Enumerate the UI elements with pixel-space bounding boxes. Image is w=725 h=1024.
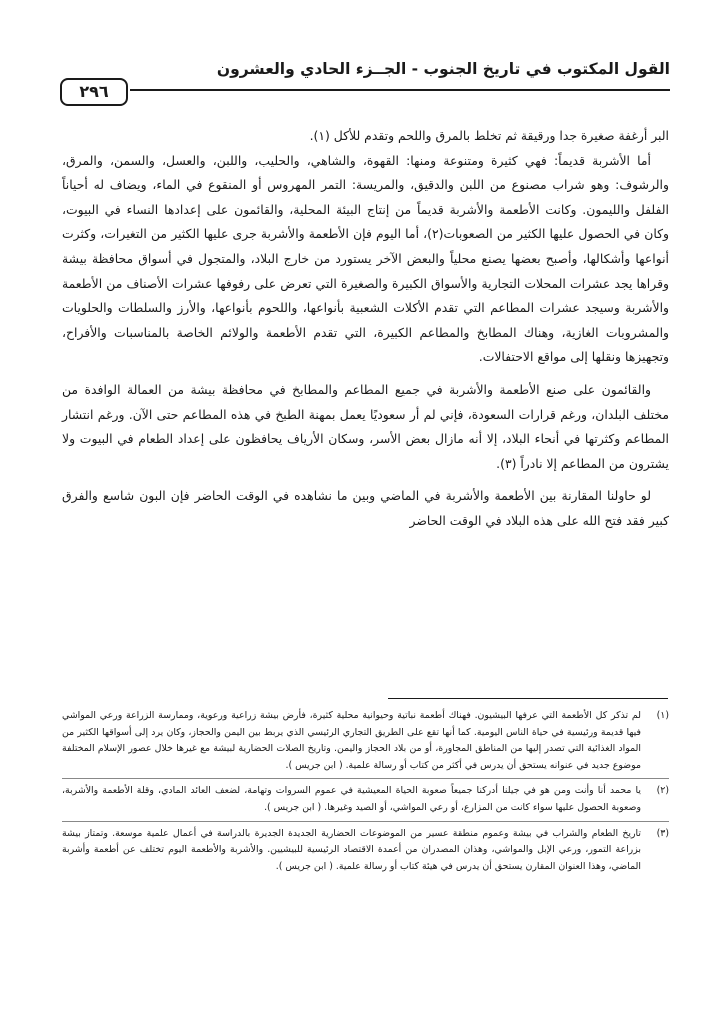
footnote	[62, 783, 669, 816]
footnote-divider	[62, 778, 669, 779]
footnote	[62, 708, 669, 774]
footnote-divider	[62, 821, 669, 822]
footnote-number: (١)	[656, 710, 669, 721]
page-header	[60, 58, 670, 122]
main-text	[62, 124, 669, 534]
footnote-number: (٢)	[656, 785, 669, 797]
paragraph: لو حاولنا المقارنة بين الأطعمة والأشربة في الماضي وبين ما نشاهده في الوقت الحاضر فإن البون شاسع والفرق كبير فقد فتح الله على هذه البلاد في الوقت الحاضر	[62, 488, 669, 528]
footnote-text: لم تذكر كل الأطعمة التي عرفها البيشيون. فهناك أطعمة نباتية وحيوانية محلية كثيرة، فأرض بيشة زراعية ورعوية، وممارسة الزراعة ورعي المواشي فيها قديمة ورئيسية في حياة الناس اليومية. كما أنها تقع على الطريق التجاري الرئيسي الذي يربط بين اليمن والحجاز، وكان يرد إلى أسواقها الكثير من المواد الغذائية التي تصدر إليها من المناطق المجاورة، أو من بلاد الحجاز واليمن. وتاريخ الصلات الحضارية لبيشة مع غيرها خلال عصور الإسلام المختلفة موضوع جديد في عنوانه يستحق أن يدرس في أكثر من كتاب أو رسالة علمية. ( ابن جريس ).	[62, 710, 641, 771]
footnote-text: يا محمد أنا وأنت ومن هو في جيلنا أدركنا جميعاً صعوبة الحياة المعيشية في عموم السروات وتهامة، لضعف العائد المادي، وقلة الأطعمة والأشربة، وصعوبة الحصول عليها سواء كانت من المزارع، أو رعي المواشي، أو الصيد وغيرها. ( ابن جريس ).	[62, 785, 641, 813]
footnote-separator	[388, 698, 668, 699]
paragraph: أما الأشربة قديماً: فهي كثيرة ومتنوعة ومنها: القهوة، والشاهي، والحليب، واللبن، والعسل، والسمن، والمرق، والرشوف: وهو شراب مصنوع من اللبن والدقيق، والمريسة: التمر المهروس أو المنقوع في الماء، ويضاف له أحياناً الفلفل والليمون. وكانت الأطعمة والأشربة قديماً من إنتاج البيئة المحلية، والقائمون على إعدادها النساء في البيوت، وكان في الحصول عليها الكثير من الصعوبات(٢)، أما اليوم فإن الأطعمة والأشربة جرى عليها الكثير من التغيرات، وكثرت أنواعها وأشكالها، وأصبح بعضها يصنع محلياً والبعض الآخر يستورد من خارج البلاد، والمتجول في أسواق محافظة بيشة وقراها يجد عشرات المحلات التجارية والأسواق الكبيرة والصغيرة التي تعرض على رفوفها عشرات الأصناف من الأطعمة والأشربة وسيجد عشرات المطاعم التي تقدم الأكلات الشعبية بأنواعها، واللحوم بأنواعها، والأرز والسلطات والحلويات والمشروبات الغازية، وهناك المطابخ والمطاعم الكبيرة، التي تقدم الأطعمة والولائم الخاصة بالمناسبات والأفراح، وتجهيزها ونقلها إلى مواقع الاحتفالات.	[62, 152, 669, 365]
page-number: ٢٩٦	[60, 78, 128, 106]
footnotes	[62, 708, 669, 879]
paragraph: البر أرغفة صغيرة جدا ورقيقة ثم تخلط بالمرق واللحم وتقدم للأكل (١).	[309, 128, 669, 143]
footnote-number: (٣)	[656, 827, 669, 839]
footnote-text: تاريخ الطعام والشراب في بيشة وعموم منطقة عسير من الموضوعات الحضارية الجديدة الجديرة بالدراسة في أعمال علمية موسعة. وتمتاز بيشة بزراعة التمور، ورعي الإبل والمواشي، وهذان المصدران من أعمدة الاقتصاد الرئيسية للبيشيين. والأشربة والأطعمة اليوم تختلف عن أطعمة وأشربة الماضي، وهذا العنوان المقارن يستحق أن يدرس في هيئة كتاب أو رسالة علمية. ( ابن جريس ).	[62, 827, 641, 872]
paragraph: والقائمون على صنع الأطعمة والأشربة في جميع المطاعم والمطابخ في محافظة بيشة من العمالة الوافدة من مختلف البلدان، ورغم قرارات السعودة، فإني لم أر سعوديًا يعمل بمهنة الطبخ في هذه المطاعم حتى الآن. ورغم انتشار المطاعم وكثرتها في أنحاء البلاد، إلا أنه مازال بعض الأسر، وسكان الأرياف يحافظون على إعداد الطعام في البيوت ولا يشترون من المطاعم إلا نادراً (٣).	[62, 381, 669, 471]
footnote	[62, 826, 669, 876]
running-title: القول المكتوب في تاريخ الجنوب - الجــزء الحادي والعشرون	[216, 60, 670, 78]
header-rule	[130, 89, 670, 91]
